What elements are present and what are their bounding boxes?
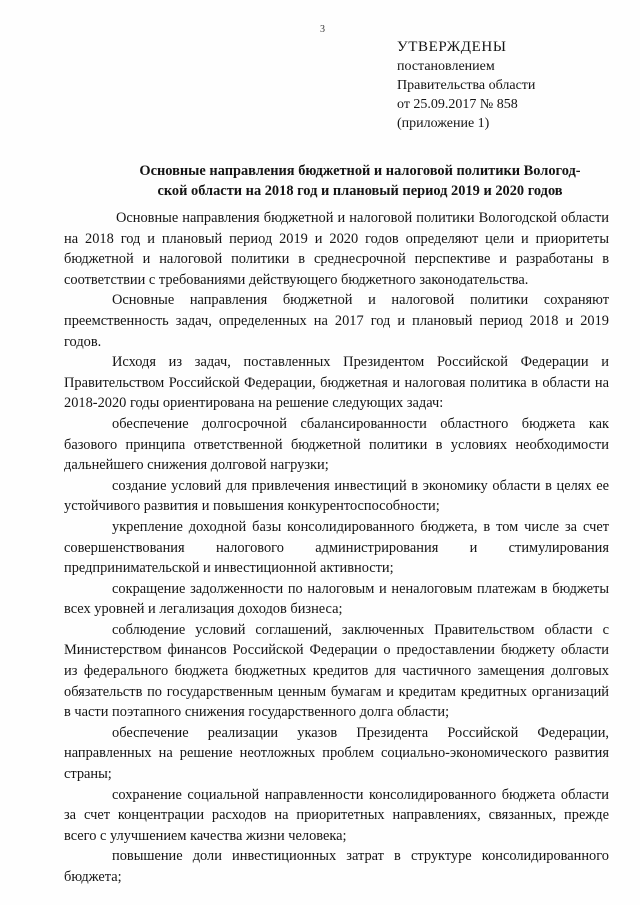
paragraph-tasks-lead: Исходя из задач, поставленных Президентом Российской Федерации и Правительством Российской Федерации, бюджетная и налоговая политика в области на 2018-2020 годы ориентирована на решение следующих задач: <box>64 354 609 412</box>
title-line-1: Основные направления бюджетной и налоговой политики Вологод- <box>139 163 581 179</box>
list-item-revenue-base: укрепление доходной базы консолидированного бюджета, в том числе за счет совершенствования налогового администрирования и стимулирования предпринимательской и инвестиционной активности; <box>64 518 609 577</box>
paragraph-continuity: Основные направления бюджетной и налоговой политики сохраняют преемственность задач, определенных на 2017 год и плановый период 2018 и 2019 годов. <box>64 292 609 350</box>
list-item-social: сохранение социальной направленности консолидированного бюджета области за счет концентрации расходов на приоритетных направлениях, связанных, прежде всего с улучшением качества жизни человека; <box>64 786 609 844</box>
approval-line-appendix: (приложение 1) <box>397 116 490 131</box>
list-item-agreements: соблюдение условий соглашений, заключенных Правительством области с Министерством финансов Российской Федерации о предоставлении бюджету области из федерального бюджета бюджетных кредитов для частичного замещения долговых обязательств по государственным ценным бумагам и кредитам кредитных организаций в части поэтапного снижения государственного долга области; <box>64 621 609 721</box>
title-line-2: ской области на 2018 год и плановый период 2019 и 2020 годов <box>157 183 563 199</box>
approval-line-government: Правительства области <box>397 78 536 93</box>
list-item-investment: создание условий для привлечения инвестиций в экономику области в целях ее устойчивого развития и повышения конкурентоспособности; <box>64 477 609 515</box>
list-item-decrees: обеспечение реализации указов Президента Российской Федерации, направленных на решение неотложных проблем социально-экономического развития страны; <box>64 724 609 783</box>
approval-line-date-number: от 25.09.2017 № 858 <box>397 97 518 112</box>
document-title <box>100 161 620 201</box>
list-item-investment-share: повышение доли инвестиционных затрат в структуре консолидированного бюджета; <box>64 848 609 885</box>
approval-line-decree: постановлением <box>397 59 495 74</box>
list-item-arrears: сокращение задолженности по налоговым и неналоговым платежам в бюджеты всех уровней и легализация доходов бизнеса; <box>64 580 609 618</box>
approval-heading: УТВЕРЖДЕНЫ <box>397 39 507 55</box>
list-item-balance: обеспечение долгосрочной сбалансированности областного бюджета как базового принципа ответственной бюджетной политики в условиях необходимости дальнейшего снижения долговой нагрузки; <box>64 415 609 474</box>
approval-block <box>397 38 617 133</box>
page-number: 3 <box>320 24 325 35</box>
document-body <box>64 208 609 888</box>
paragraph-intro: Основные направления бюджетной и налоговой политики Вологодской области на 2018 год и плановый период 2019 и 2020 годов определяют цели и приоритеты бюджетной и налоговой политики в среднесрочной перспективе и разработаны в соответствии с требованиями действующего бюджетного законодательства. <box>64 210 609 288</box>
